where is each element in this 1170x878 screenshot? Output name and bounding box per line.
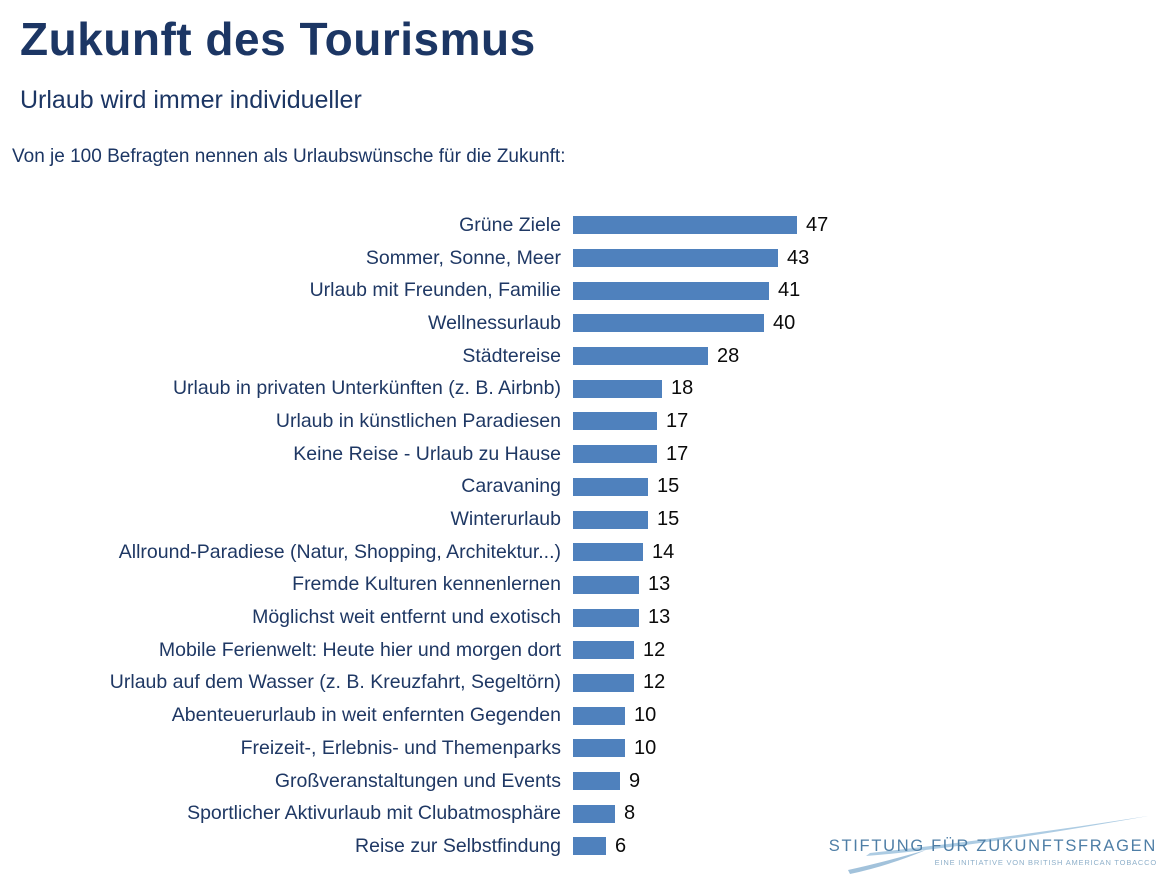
bar-row (0, 536, 900, 569)
bar (573, 412, 657, 430)
bar (573, 347, 708, 365)
bar-value: 40 (773, 311, 796, 334)
lead-text: Von je 100 Befragten nennen als Urlaubswünsche für die Zukunft: (12, 146, 566, 167)
bar (573, 641, 634, 659)
bar (573, 739, 625, 757)
bar-value: 6 (615, 834, 627, 857)
bar-row (0, 405, 900, 438)
bar-row (0, 209, 900, 242)
bar-label: Winterurlaub (450, 508, 561, 531)
bar-value: 41 (778, 279, 801, 302)
bar-label: Urlaub auf dem Wasser (z. B. Kreuzfahrt, Segeltörn) (109, 671, 561, 694)
bar-value: 18 (671, 377, 694, 400)
bar-label: Städtereise (462, 344, 561, 367)
bar-row (0, 699, 900, 732)
bar-row (0, 503, 900, 536)
bar-value: 43 (787, 246, 810, 269)
bar-row (0, 634, 900, 667)
bar-row (0, 601, 900, 634)
bar-label: Freizeit-, Erlebnis- und Themenparks (240, 736, 561, 759)
bar (573, 543, 643, 561)
bar-row (0, 569, 900, 602)
bar-label: Sportlicher Aktivurlaub mit Clubatmosphäre (187, 802, 561, 825)
bar-label: Großveranstaltungen und Events (274, 769, 561, 792)
bar-label: Urlaub in privaten Unterkünften (z. B. Airbnb) (172, 377, 561, 400)
bar-row (0, 765, 900, 798)
bar (573, 837, 606, 855)
bar-value: 17 (666, 409, 689, 432)
bar-value: 15 (657, 475, 680, 498)
bar (573, 609, 639, 627)
bar-row (0, 471, 900, 504)
bar-label: Allround-Paradiese (Natur, Shopping, Architektur...) (118, 540, 561, 563)
bar-value: 14 (652, 540, 675, 563)
bar-chart (0, 209, 900, 863)
bar-label: Reise zur Selbstfindung (355, 834, 561, 857)
bar (573, 380, 662, 398)
bar-label: Urlaub mit Freunden, Familie (309, 279, 561, 302)
bar-value: 47 (806, 213, 829, 236)
bar-value: 8 (624, 802, 636, 825)
bar-row (0, 340, 900, 373)
bar-label: Urlaub in künstlichen Paradiesen (275, 409, 561, 432)
bar (573, 314, 764, 332)
bar (573, 478, 648, 496)
bar-value: 10 (634, 736, 657, 759)
bar (573, 707, 625, 725)
logo-text: STIFTUNG FÜR ZUKUNFTSFRAGEN (828, 837, 1157, 855)
bar (573, 249, 778, 267)
bar-row (0, 372, 900, 405)
bar-row (0, 242, 900, 275)
page-subtitle: Urlaub wird immer individueller (20, 86, 362, 114)
stiftung-zukunftsfragen-logo (828, 790, 1170, 878)
bar-value: 28 (717, 344, 740, 367)
bar-value: 15 (657, 508, 680, 531)
bar-row (0, 274, 900, 307)
bar-label: Grüne Ziele (459, 213, 561, 236)
bar (573, 511, 648, 529)
bar (573, 282, 769, 300)
bar (573, 674, 634, 692)
bar-label: Fremde Kulturen kennenlernen (292, 573, 561, 596)
bar-value: 13 (648, 606, 671, 629)
bar-label: Mobile Ferienwelt: Heute hier und morgen dort (158, 638, 561, 661)
bar-label: Abenteuerurlaub in weit enfernten Gegenden (171, 704, 561, 727)
bar-label: Sommer, Sonne, Meer (365, 246, 561, 269)
bar-value: 10 (634, 704, 657, 727)
bar-value: 12 (643, 671, 666, 694)
bar-row (0, 797, 900, 830)
bar (573, 805, 615, 823)
bar-value: 17 (666, 442, 689, 465)
bar-row (0, 732, 900, 765)
bar-label: Keine Reise - Urlaub zu Hause (293, 442, 561, 465)
logo-subtext: EINE INITIATIVE VON BRITISH AMERICAN TOBACCO (934, 858, 1157, 867)
bar-row (0, 667, 900, 700)
bar-label: Möglichst weit entfernt und exotisch (252, 606, 561, 629)
bar-row (0, 438, 900, 471)
bar (573, 576, 639, 594)
bar-row (0, 307, 900, 340)
bar-label: Caravaning (461, 475, 561, 498)
bar-value: 12 (643, 638, 666, 661)
page-title: Zukunft des Tourismus (20, 13, 536, 65)
bar-label: Wellnessurlaub (428, 311, 561, 334)
bar-row (0, 830, 900, 863)
bar (573, 216, 797, 234)
bar (573, 772, 620, 790)
bar-value: 13 (648, 573, 671, 596)
bar (573, 445, 657, 463)
bar-value: 9 (629, 769, 641, 792)
